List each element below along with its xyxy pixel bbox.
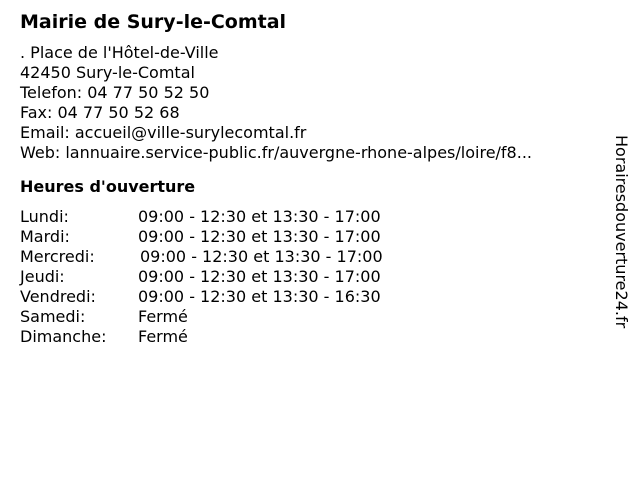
hours-row-thursday xyxy=(20,267,600,287)
hours-row-tuesday xyxy=(20,227,600,247)
hours-heading: Heures d'ouverture xyxy=(20,177,196,196)
hours-day-label: Dimanche: xyxy=(20,327,107,346)
hours-time-value: 09:00 - 12:30 et 13:30 - 17:00 xyxy=(140,247,383,266)
hours-day-label: Lundi: xyxy=(20,207,69,226)
hours-day-label: Vendredi: xyxy=(20,287,96,306)
address-city: 42450 Sury-le-Comtal xyxy=(20,63,195,82)
hours-row-monday xyxy=(20,207,600,227)
hours-time-value: 09:00 - 12:30 et 13:30 - 17:00 xyxy=(138,267,381,286)
hours-day-label: Mercredi: xyxy=(20,247,95,266)
watermark-text: Horairesdouverture24.fr xyxy=(612,135,631,329)
hours-day-label: Jeudi: xyxy=(20,267,65,286)
hours-row-friday xyxy=(20,287,600,307)
hours-row-saturday xyxy=(20,307,600,327)
hours-time-value: 09:00 - 12:30 et 13:30 - 17:00 xyxy=(138,227,381,246)
contact-block xyxy=(20,83,600,163)
hours-time-value: 09:00 - 12:30 et 13:30 - 17:00 xyxy=(138,207,381,226)
web-line: Web: lannuaire.service-public.fr/auvergne-rhone-alpes/loire/f8... xyxy=(20,143,532,162)
hours-time-value: 09:00 - 12:30 et 13:30 - 16:30 xyxy=(138,287,381,306)
email-line: Email: accueil@ville-surylecomtal.fr xyxy=(20,123,307,142)
page-title: Mairie de Sury-le-Comtal xyxy=(20,11,287,33)
hours-table xyxy=(20,207,600,347)
hours-row-sunday xyxy=(20,327,600,347)
hours-day-label: Mardi: xyxy=(20,227,70,246)
office-hours-card xyxy=(20,9,600,347)
address-block xyxy=(20,43,600,83)
hours-time-value: Fermé xyxy=(138,327,188,346)
hours-time-value: Fermé xyxy=(138,307,188,326)
hours-row-wednesday xyxy=(20,247,600,267)
watermark xyxy=(609,135,635,375)
address-street: . Place de l'Hôtel-de-Ville xyxy=(20,43,219,62)
fax-line: Fax: 04 77 50 52 68 xyxy=(20,103,180,122)
phone-line: Telefon: 04 77 50 52 50 xyxy=(20,83,210,102)
hours-day-label: Samedi: xyxy=(20,307,86,326)
